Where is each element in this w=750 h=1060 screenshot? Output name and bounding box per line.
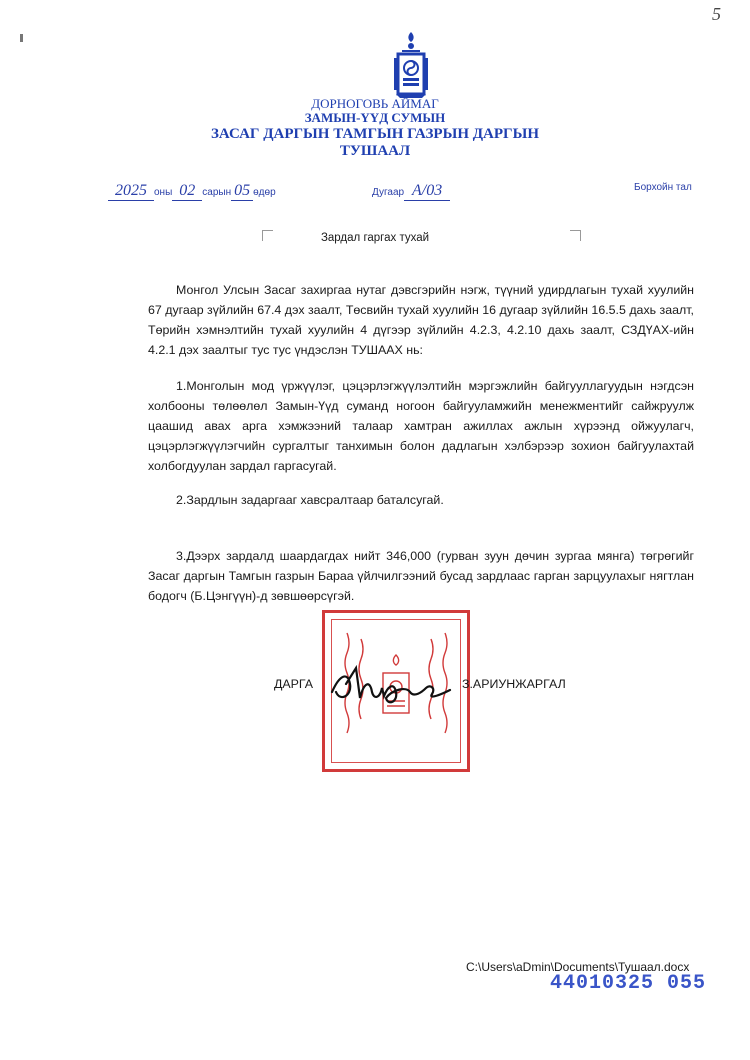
order-number-line <box>372 182 450 201</box>
paragraph-preamble <box>148 280 694 360</box>
header-office: ЗАСАГ ДАРГЫН ТАМГЫН ГАЗРЫН ДАРГЫН <box>210 126 539 142</box>
header-doc-type: ТУШААЛ <box>339 143 411 159</box>
margin-mark <box>20 34 23 42</box>
date-day: 05 <box>231 182 253 201</box>
header-sum: ЗАМЫН-ҮҮД СУМЫН <box>304 110 446 125</box>
paragraph-text: 3.Дээрх зардалд шаардагдах нийт 346,000 (гурван зуун дөчин зургаа мянга) төгрөгийг Засаг даргын Тамгын газрын Бараа үйлчилгээний бусад зардлаас гарган зарцуулахыг нягтлан бодогч (Б.Цэнгүүн)-д зөвшөөрсүгэй. <box>148 549 694 603</box>
page-number: 5 <box>712 4 721 24</box>
handwritten-signature <box>326 662 476 708</box>
date-line <box>108 182 276 201</box>
signatory-title: ДАРГА <box>274 677 314 691</box>
date-year: 2025 <box>108 182 154 201</box>
place: Борхойн тал <box>634 182 692 193</box>
date-month: 02 <box>172 182 202 201</box>
header-aimag: ДОРНОГОВЬ АЙМАГ <box>311 96 439 111</box>
date-year-suffix: оны <box>154 187 173 198</box>
date-day-suffix: өдөр <box>253 187 276 198</box>
state-emblem-icon <box>388 30 434 100</box>
order-number-label: Дугаар <box>372 187 405 198</box>
paragraph-text: 2.Зардлын задаргааг хавсралтаар баталсугай. <box>176 493 444 507</box>
order-number: А/03 <box>404 182 450 201</box>
signatory-name: З.АРИУНЖАРГАЛ <box>462 677 566 691</box>
paragraph-item-1 <box>148 376 694 476</box>
file-path: C:\Users\aDmin\Documents\Тушаал.docx <box>466 960 690 974</box>
stamp-number: 44010325 055 <box>550 972 707 995</box>
paragraph-item-2 <box>148 490 694 510</box>
paragraph-text: 1.Монголын мод үржүүлэг, цэцэрлэгжүүлэлтийн мэргэжлийн байгууллагуудын нэгдсэн холбооны төлөөлөл Замын-Үүд суманд ногоон байгууламжийн менежментийг сайжруулж цаашид авах арга хэмжээний талаар хамтран ажиллах ажлын хүрээнд ойжуулагч, цэцэрлэгжүүлэгчийн сургалтыг танхимын болон дадлагын хэлбэрээр зохион байгуулахтай холбогдуулан зардал гаргасугай. <box>148 379 694 473</box>
paragraph-item-3 <box>148 546 694 606</box>
subject: Зардал гаргах тухай <box>320 232 430 244</box>
date-month-suffix: сарын <box>202 187 232 198</box>
paragraph-text: Монгол Улсын Засаг захиргаа нутаг дэвсгэрийн нэгж, түүний удирдлагын тухай хуулийн 67 дугаар зүйлийн 67.4 дэх заалт, Төсвийн тухай хуулийн 16 дугаар зүйлийн 16.5.5 дахь заалт, Төрийн хэмнэлтийн тухай хуулийн 4 дүгээр зүйлийн 4.2.3, 4.2.10 дахь заалт, СЗДҮАХ-ийн 4.2.1 дэх заалтыг тус тус үндэслэн ТУШААХ нь: <box>148 283 694 357</box>
